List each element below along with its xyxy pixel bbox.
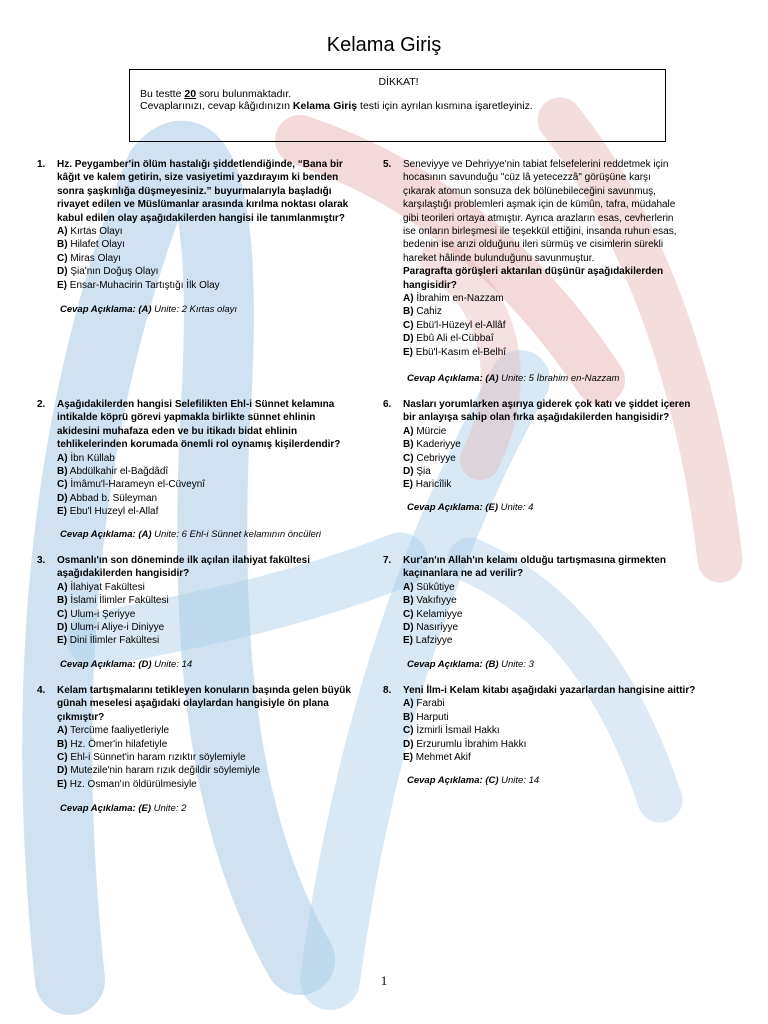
option-text: Kırtas Olayı [67, 226, 123, 238]
answer-note: Unite: 2 [151, 803, 187, 814]
question-stem-line: hangisidir? [403, 279, 457, 291]
option-text: Hz. Osman'ın öldürülmesiyle [67, 778, 197, 790]
option-text: Vakıfıyye [413, 595, 457, 607]
option-text: Haricîlik [413, 479, 452, 491]
notice-line-2-bold: Kelama Giriş [292, 100, 358, 112]
answer-note: Unite: 14 [498, 775, 540, 786]
question-number: 1. [37, 159, 46, 170]
option-d [57, 621, 387, 634]
option-c [57, 608, 387, 621]
answer-label: Cevap Açıklama: (C) [407, 775, 499, 786]
answer-label: Cevap Açıklama: (E) [60, 803, 151, 814]
option-e [403, 346, 743, 359]
option-letter: D) [57, 492, 68, 504]
notice-line-2-post: testi için ayrılan kısmına işaretleyiniz. [357, 100, 533, 112]
option-letter: E) [403, 752, 413, 764]
option-text: Nasıriyye [413, 622, 459, 634]
option-a [403, 581, 743, 594]
option-letter: C) [403, 608, 414, 620]
option-letter: D) [403, 622, 414, 634]
question-passage-line: çıkarak atomun sonsuza dek bölünebileceğini savunmuş, [403, 185, 656, 197]
option-text: Sükûtiye [413, 581, 455, 593]
option-text: İbrahim en-Nazzam [413, 293, 504, 305]
answer-label: Cevap Açıklama: (A) [60, 529, 152, 540]
option-text: Ebû Ali el-Cübbaî [413, 333, 494, 345]
option-text: Farabi [413, 698, 445, 710]
option-letter: C) [57, 479, 68, 491]
answer-label: Cevap Açıklama: (B) [407, 659, 499, 670]
answer-7 [407, 659, 534, 670]
option-b [403, 594, 743, 607]
question-stem-line: Nasları yorumlarken aşırıya giderek çok katı ve şiddet içeren [403, 399, 691, 410]
option-letter: E) [57, 635, 67, 647]
question-7 [383, 554, 743, 648]
notice-line-1 [140, 88, 657, 100]
question-stem-line: kâğıt ve kalem getirin, size vasiyetimi yazdırayım ki benden [57, 172, 339, 184]
question-8 [383, 684, 743, 764]
option-text: Ebü'l-Kasım el-Belhî [413, 346, 507, 358]
answer-5 [407, 373, 619, 384]
option-letter: E) [403, 346, 413, 358]
option-letter: E) [403, 635, 413, 647]
option-letter: A) [57, 226, 68, 238]
question-stem-line: Osmanlı'ın son döneminde ilk açılan ilahiyat fakültesi [57, 555, 311, 566]
question-stem-line: bir anlayışa sahip olan fırka aşağıdakilerden hangisidir? [403, 412, 670, 424]
question-stem-line: sonra şaşkınlığa düşmeyesiniz.” buyurmalarıyla başladığı [57, 185, 332, 197]
option-text: İzmirli İsmail Hakkı [413, 725, 500, 737]
option-letter: E) [57, 778, 67, 790]
option-letter: B) [403, 439, 414, 451]
option-text: Lafziyye [413, 635, 453, 647]
question-number: 8. [383, 685, 392, 696]
question-4 [37, 684, 387, 791]
answer-note: Unite: 14 [151, 659, 193, 670]
option-letter: C) [57, 752, 68, 764]
option-text: Cahiz [413, 306, 442, 318]
question-number: 5. [383, 159, 392, 170]
question-2 [37, 398, 387, 519]
question-stem-line: kabul edilen olay aşağıdakilerden hangisi ile tanımlanmıştır? [57, 212, 345, 224]
option-letter: C) [57, 608, 68, 620]
option-a [57, 724, 387, 737]
answer-label: Cevap Açıklama: (D) [60, 659, 152, 670]
option-c [57, 478, 387, 491]
answer-label: Cevap Açıklama: (E) [407, 502, 498, 513]
option-e [403, 751, 743, 764]
option-letter: D) [57, 266, 68, 278]
option-b [57, 594, 387, 607]
option-text: Kelamiyye [413, 608, 463, 620]
option-text: İslami İlimler Fakültesi [67, 595, 169, 607]
question-passage-line: hocasının savunduğu "cüz lâ yetecezzâ" görüşüne karşı [403, 172, 651, 184]
option-text: Mürcie [413, 425, 447, 437]
option-text: Harputi [413, 711, 449, 723]
option-text: Abbad b. Süleyman [67, 492, 158, 504]
option-text: Şia'nın Doğuş Olayı [67, 266, 159, 278]
option-text: Ulum-i Aliye-i Diniyye [67, 622, 165, 634]
option-text: Şia [413, 466, 431, 478]
option-letter: D) [57, 622, 68, 634]
answer-label: Cevap Açıklama: (A) [407, 373, 499, 384]
answer-1 [60, 304, 237, 315]
question-stem-line: Kur'an'ın Allah'ın kelamı olduğu tartışmasına girmekten [403, 555, 666, 566]
option-letter: A) [57, 725, 68, 737]
option-d [57, 492, 387, 505]
notice-line-1-pre: Bu testte [140, 88, 185, 100]
option-e [57, 778, 387, 791]
option-letter: B) [403, 595, 414, 607]
question-stem-line: günah meselesi aşağıdaki olaylardan hangisiyle ön plana [57, 698, 329, 710]
notice-line-2 [140, 100, 657, 112]
option-d [403, 621, 743, 634]
question-number: 4. [37, 685, 46, 696]
answer-8 [407, 775, 539, 786]
question-stem-line: Paragrafta görüşleri aktarılan düşünür aşağıdakilerden [403, 266, 664, 278]
option-c [403, 608, 743, 621]
question-passage-line: bedenin ise arızi olduğunu ileri sürmüş ve cisimlerin sürekli [403, 239, 664, 251]
option-letter: A) [403, 698, 414, 710]
question-passage-line: Seneviyye ve Dehriyye'nin tabiat felsefelerini reddetmek için [403, 159, 669, 170]
page-number: 1 [380, 973, 388, 988]
question-6 [383, 398, 743, 492]
question-number: 3. [37, 555, 46, 566]
option-e [57, 634, 387, 647]
question-stem-line: rivayet edilen ve Müslümanlar arasında kırılma noktası olarak [57, 199, 349, 211]
option-letter: D) [403, 738, 414, 750]
question-number: 2. [37, 399, 46, 410]
notice-line-1-post: soru bulunmaktadır. [196, 88, 292, 100]
option-letter: B) [57, 466, 68, 478]
answer-note: Unite: 5 İbrahim en-Nazzam [498, 373, 620, 384]
question-stem-line: Aşağıdakilerden hangisi Selefilikten Ehl-i Sünnet kelamına [57, 399, 335, 410]
option-text: Kaderiyye [413, 439, 461, 451]
option-e [57, 279, 387, 292]
question-count: 20 [184, 88, 197, 100]
question-stem-line: akidesini muhafaza eden ve bu itikadı bidat ehlinin [57, 425, 298, 437]
option-text: İbn Küllab [67, 452, 115, 464]
option-letter: D) [403, 466, 414, 478]
option-c [403, 452, 743, 465]
option-letter: E) [57, 279, 67, 291]
option-letter: D) [57, 765, 68, 777]
option-text: Ulum-i Şeriyye [67, 608, 136, 620]
option-b [57, 238, 387, 251]
question-5 [383, 158, 743, 359]
option-letter: A) [57, 581, 68, 593]
option-d [403, 738, 743, 751]
option-letter: B) [57, 239, 68, 251]
option-text: Abdülkahir el-Bağdâdî [67, 466, 169, 478]
question-stem-line: tehlikelerinden korumada önemli rol oynamış kişilerdendir? [57, 439, 341, 451]
option-d [403, 332, 743, 345]
notice-box [129, 69, 666, 142]
answer-3 [60, 659, 192, 670]
option-c [403, 724, 743, 737]
option-text: Hilafet Olayı [67, 239, 125, 251]
question-stem-line: Kelam tartışmalarını tetikleyen konuların başında gelen büyük [57, 685, 351, 696]
question-stem-line: Hz. Peygamber'in ölüm hastalığı şiddetlendiğinde, “Bana bir [57, 159, 343, 170]
option-b [403, 711, 743, 724]
page-title: Kelama Giriş [326, 34, 442, 56]
option-letter: B) [57, 738, 68, 750]
option-letter: C) [403, 452, 414, 464]
question-number: 6. [383, 399, 392, 410]
option-letter: E) [57, 506, 67, 518]
answer-note: Unite: 6 Ehl-i Sünnet kelamının öncüleri [151, 529, 322, 540]
option-letter: E) [403, 479, 413, 491]
option-c [57, 751, 387, 764]
option-letter: A) [403, 293, 414, 305]
option-text: Cebriyye [413, 452, 456, 464]
option-c [57, 252, 387, 265]
option-text: Mutezile'nin haram rızık değildir söylemiyle [67, 765, 261, 777]
question-passage-line: karşılaştığı problemleri aşmak için de kümûn, tafra, müdahale [403, 199, 676, 211]
answer-2 [60, 529, 321, 540]
answer-note: Unite: 4 [498, 502, 534, 513]
option-text: Hz. Ömer'in hilafetiyle [67, 738, 168, 750]
question-1 [37, 158, 387, 292]
option-text: Tercüme faaliyetleriyle [67, 725, 170, 737]
option-e [403, 478, 743, 491]
option-text: İlahiyat Fakültesi [67, 581, 145, 593]
question-stem-line: aşağıdakilerden hangisidir? [57, 568, 190, 580]
option-c [403, 319, 743, 332]
option-a [57, 225, 387, 238]
option-text: Ensar-Muhacirin Tartıştığı İlk Olay [67, 279, 220, 291]
option-b [57, 738, 387, 751]
option-a [403, 425, 743, 438]
question-stem-line: Yeni İlm-i Kelam kitabı aşağıdaki yazarlardan hangisine aittir? [403, 685, 696, 696]
notice-line-2-pre: Cevaplarınızı, cevap kâğıdınızın [140, 100, 293, 112]
answer-label: Cevap Açıklama: (A) [60, 304, 152, 315]
question-number: 7. [383, 555, 392, 566]
question-3 [37, 554, 387, 648]
question-passage-line: hareket hâlinde bulunduğunu savunmuştur. [403, 252, 595, 264]
option-letter: C) [57, 252, 68, 264]
question-stem-line: çıkmıştır? [57, 711, 105, 723]
option-text: Miras Olayı [67, 252, 121, 264]
option-a [403, 292, 743, 305]
option-b [57, 465, 387, 478]
option-text: İmâmu'l-Harameyn el-Cüveynî [67, 479, 206, 491]
option-b [403, 438, 743, 451]
question-passage-line: ise onların birleşmesi ile teşekkül ettiğini, insanda ruhun esas, [403, 226, 677, 238]
option-d [57, 764, 387, 777]
answer-6 [407, 502, 533, 513]
option-d [403, 465, 743, 478]
option-text: Dini İlimler Fakültesi [67, 635, 160, 647]
answer-note: Unite: 2 Kırtas olayı [151, 304, 238, 315]
option-letter: C) [403, 725, 414, 737]
notice-heading: DİKKAT! [378, 76, 419, 88]
option-b [403, 305, 743, 318]
option-a [57, 581, 387, 594]
question-stem-line: kaçınanlara ne ad verilir? [403, 568, 524, 580]
option-letter: B) [57, 595, 68, 607]
option-text: Erzurumlu İbrahim Hakkı [413, 738, 527, 750]
answer-4 [60, 803, 186, 814]
option-text: Ebü'l-Hüzeyl el-Allâf [413, 319, 506, 331]
option-text: Ebu'l Huzeyl el-Allaf [67, 506, 159, 518]
question-passage-line: gibi teorileri ortaya atmıştır. Ayrıca arazların esas, cevherlerin [403, 212, 674, 224]
option-d [57, 265, 387, 278]
option-letter: B) [403, 306, 414, 318]
option-letter: A) [57, 452, 68, 464]
option-text: Ehl-i Sünnet'in haram rızıktır söylemiyle [67, 752, 246, 764]
option-a [57, 452, 387, 465]
option-letter: B) [403, 711, 414, 723]
option-a [403, 697, 743, 710]
option-letter: A) [403, 425, 414, 437]
option-letter: D) [403, 333, 414, 345]
option-text: Mehmet Akif [413, 752, 471, 764]
option-letter: A) [403, 581, 414, 593]
option-e [57, 505, 387, 518]
option-letter: C) [403, 319, 414, 331]
question-stem-line: intikalde köprü görevi yapmakla birlikte sünnet ehlinin [57, 412, 316, 424]
answer-note: Unite: 3 [498, 659, 534, 670]
option-e [403, 634, 743, 647]
